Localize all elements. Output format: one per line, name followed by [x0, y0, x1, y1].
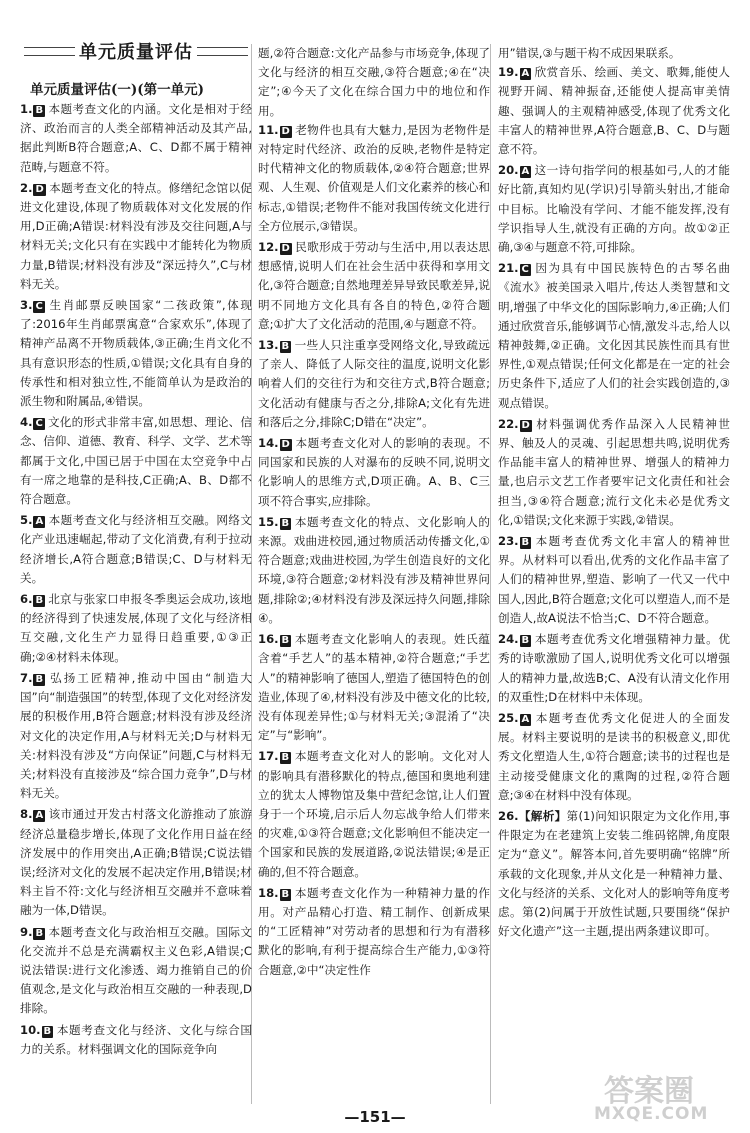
answer-letter: B [281, 888, 290, 900]
answer-item [498, 415, 730, 530]
answer-item [20, 296, 252, 411]
answer-item [20, 1021, 252, 1059]
answer-item [20, 100, 252, 177]
explanation-text: 本题考查文化与经济、文化与综合国力的关系。材料强调文化的国际竞争向 [20, 1022, 252, 1056]
explanation-text: 本题考查优秀文化促进人的全面发展。材料主要说明的是读书的积极意义,即优秀文化塑造人生,①符合题意;读书的过程也是主动接受健康文化的熏陶的过程,②符合题意;③④在材料中没有体现。 [498, 710, 730, 802]
watermark-logo: 答案圈 MXQE.COM [594, 1074, 709, 1124]
answer-letter: A [35, 810, 44, 822]
answer-item [258, 630, 490, 745]
answer-item [258, 336, 490, 432]
answer-letter: A [521, 68, 530, 80]
answer-letter: D [281, 243, 290, 255]
answer-letter: B [281, 752, 290, 764]
question-number: 9. [20, 924, 33, 939]
explanation-text: 本题考查文化与经济相互交融。网络文化产业迅速崛起,带动了文化消费,有利于拉动经济增长,A符合题意;B错误;C、D与材料无关。 [20, 513, 252, 585]
explanation-text: 本题考查文化对人的影响的表现。不同国家和民族的人对瀑布的反映不同,说明文化影响人的思维方式,D项正确。A、B、C三项不符合事实,应排除。 [258, 436, 490, 508]
explanation-text: 老物件也具有大魅力,是因为老物件是对特定时代经济、政治的反映,老物件是特定时代精神文化的物质载体,②④符合题意;世界观、人生观、价值观是人们文化素养的核心和标志,①错误;老物件不能对我国传统文化进行全方位展示,③错误。 [258, 122, 490, 233]
answer-letter: B [35, 673, 44, 685]
question-number: 4. [20, 415, 33, 430]
answer-item [20, 805, 252, 920]
answer-item [20, 669, 252, 803]
question-number: 24. [498, 632, 519, 647]
answer-item [498, 63, 730, 159]
explanation-text: 本题考查优秀文化增强精神力量。优秀的诗歌激励了国人,说明优秀文化可以增强人的精神力量,故选B;C、A没有认清文化作用的双重性;D在材料中未体现。 [498, 632, 730, 704]
question-number: 17. [258, 749, 279, 764]
question-number: 5. [20, 513, 33, 528]
banner-rule-right [197, 47, 248, 56]
explanation-text: 欣赏音乐、绘画、美文、歌舞,能使人视野开阔、精神振奋,还能使人提高审美情趣、强调人的主观精神感受,体现了优秀文化丰富人的精神世界,A符合题意,B、C、D与题意不符。 [498, 65, 730, 157]
banner-title: 单元质量评估 [79, 42, 193, 63]
answer-letter: B [521, 537, 530, 549]
answer-letter: B [281, 635, 290, 647]
answer-item [20, 590, 252, 667]
answer-letter: B [281, 341, 290, 353]
explanation-text: 本题考查文化影响人的表现。姓氏蕴含着“手艺人”的基本精神,②符合题意;“手艺人”的精神影响了德国人,塑造了德国特色的创造业,体现了④,材料没有涉及中德文化的比较,没有体现差异性;①与材料无关;③混淆了“决定”与“影响”。 [258, 632, 490, 743]
continued-text: 用”错误,③与题干构不成因果联系。 [498, 46, 681, 60]
answer-item [258, 884, 490, 980]
question-number: 22. [498, 416, 519, 431]
question-number: 6. [20, 592, 33, 607]
column-1 [20, 100, 252, 1061]
answer-letter: C [35, 301, 43, 313]
question-number: 8. [20, 807, 33, 822]
explanation-text: 本题考查文化与政治相互交融。国际文化交流并不总是充满霸权主义色彩,A错误;C说法错误:进行文化渗透、竭力推销自己的价值观念,是文化与政治相互交融的一种表现,D排除。 [20, 924, 252, 1016]
explanation-text: 本题考查优秀文化丰富人的精神世界。从材料可以看出,优秀的文化作品丰富了人们的精神世界,塑造、影响了一代又一代中国人,因此,B符合题意;文化可以塑造人,而不是创造人,故A说法不恰当;C、D不符合题意。 [498, 534, 730, 625]
explanation-text: 本题考查文化的内涵。文化是相对于经济、政治而言的人类全部精神活动及其产品,据此判断B符合题意;A、C、D都不属于精神范畴,与题意不符。 [20, 102, 252, 174]
question-number: 20. [498, 163, 519, 178]
answer-item [258, 238, 490, 334]
question-number: 7. [20, 670, 33, 685]
question-number: 13. [258, 338, 279, 353]
answer-item [20, 511, 252, 588]
column-3 [498, 44, 730, 943]
explanation-text: 民歌形成于劳动与生活中,用以表达思想感情,说明人们在社会生活中获得和享用文化,③符合题意;自然地理差异导致民歌差异,说明不同地方文化具有各自的特色,②符合题意;①扩大了文化活动的范围,④与题意不符。 [258, 240, 490, 331]
column-2-items [258, 121, 490, 980]
explanation-text: 因为具有中国民族特色的古琴名曲《流水》被美国录入唱片,传达人类智慧和文明,增强了中华文化的国际影响力,④正确;人们通过欣赏音乐,能够调节心情,激发斗志,给人以精神鼓舞,②正确。文化因其民族性而具有世界性,①观点错误;任何文化都是在一定的社会历史条件下,适应了人们的社会实践创造的,③观点错误。 [498, 261, 730, 410]
explanation-text: 这一诗句指学问的根基如弓,人的才能好比箭,真知灼见(学识)引导箭头射出,才能命中目标。比喻没有学问、才能不能发挥,没有学识指导人生,就没有正确的方向。故①②正确,③④与题意不符,可排除。 [498, 163, 730, 255]
explanation-text: 该市通过开发古村落文化游推动了旅游经济总量稳步增长,体现了文化作用日益在经济发展中的作用突出,A正确;B错误;C说法错误;经济对文化的发展不起决定作用,B错误;材料主旨不符:文化与经济相互交融并不意味着融为一体,D错误。 [20, 807, 252, 918]
question-number: 19. [498, 65, 519, 80]
explanation-text: 本题考查文化的特点。修缮纪念馆以促进文化建设,体现了物质载体对文化发展的作用,D正确;A错误:材料没有涉及交往问题,A与材料无关;文化只有在实践中才能转化为物质力量,B错误;材料没有涉及“深远持久”,C与材料无关。 [20, 180, 252, 291]
answer-letter: B [35, 595, 44, 607]
answer-item [20, 413, 252, 509]
explanation-text: 本题考查文化作为一种精神力量的作用。对产品精心打造、精工制作、创新成果的“工匠精神”对劳动者的思想和行为有潜移默化的影响,有利于提高综合生产能力,①③符合题意,②中“决定性作 [258, 885, 490, 977]
question-number: 21. [498, 261, 519, 276]
question-number: 16. [258, 632, 279, 647]
banner-rule-left [24, 47, 75, 56]
question-number: 10. [20, 1022, 41, 1037]
answer-letter: D [281, 125, 290, 137]
answer-item [498, 630, 730, 707]
answer-letter: D [35, 183, 44, 195]
continued-text: 题,②符合题意:文化产品参与市场竞争,体现了文化与经济的相互交融,③符合题意;④在“决定”;④今天了文化在综合国力中的地位和作用。 [258, 46, 490, 118]
question-number: 2. [20, 180, 33, 195]
column-2 [258, 44, 490, 982]
answer-item [258, 747, 490, 881]
explanation-text: 第(1)问知识限定为文化作用,事件限定为在老建筑上安装二维码铭牌,角度限定为“意义”。解答本问,首先要明确“铭牌”所承载的文化现象,并从文化是一种精神力量、文化与经济的关系、文化对人的影响等角度考虑。第(2)问属于开放性试题,只要围绕“保护好文化遗产”这一主题,提出两条建议即可。 [498, 808, 730, 939]
answer-letter: B [521, 635, 530, 647]
question-number: 1. [20, 102, 33, 116]
answer-letter: B [43, 1025, 52, 1037]
section-subtitle: 单元质量评估(一)(第一单元) [30, 82, 205, 98]
question-number: 26. [498, 808, 519, 823]
answer-letter: D [521, 419, 530, 431]
question-number: 14. [258, 436, 279, 451]
column-divider [490, 44, 491, 1104]
answer-item [498, 532, 730, 628]
answer-item [258, 513, 490, 628]
question-number: 12. [258, 240, 279, 255]
question-number: 25. [498, 710, 519, 725]
question-number: 18. [258, 885, 279, 900]
answer-item [498, 807, 730, 941]
question-number: 11. [258, 122, 279, 137]
answer-letter: B [35, 927, 44, 939]
answer-letter: A [521, 166, 530, 178]
answer-letter: B [281, 517, 290, 529]
explanation-text: 本题考查文化对人的影响。文化对人的影响具有潜移默化的特点,德国和奥地利建立的犹太人博物馆及集中营纪念馆,让人们置身于一个环境,启示后人勿忘战争给人们带来的灾难,①③符合题意;文化影响但不能决定一个国家和民族的发展道路,②说法错误;④是正确的,但不符合题意。 [258, 749, 490, 879]
explanation-text: 本题考查文化的特点、文化影响人的来源。戏曲进校园,通过物质活动传播文化,①符合题意;戏曲进校园,为学生创造良好的文化环境,③符合题意;②材料没有涉及精神世界问题,排除②;④材料没有涉及深远持久问题,排除④。 [258, 514, 490, 625]
answer-letter: C [35, 418, 43, 430]
explanation-text: 北京与张家口申报冬季奥运会成功,该地的经济得到了快速发展,体现了文化与经济相互交融,文化生产力显得日趋重要,①③正确;②④材料未体现。 [20, 592, 252, 664]
answer-item [258, 121, 490, 236]
explanation-text: 材料强调优秀作品深入人民精神世界、触及人的灵魂、引起思想共鸣,说明优秀作品能丰富人的精神世界、增强人的精神力量,也启示文艺工作者要牢记文化责任和社会担当,③④符合题意;流行文化未必是优秀文化,①错误;文化来源于实践,②错误。 [498, 416, 730, 527]
section-banner [20, 38, 252, 64]
column-3-items [498, 63, 730, 941]
answer-letter: 【解析】 [518, 808, 567, 823]
answer-item [20, 179, 252, 294]
answer-letter: C [521, 264, 529, 276]
explanation-text: 一些人只注重享受网络文化,导致疏远了亲人、降低了人际交往的温度,说明文化影响着人们的交往行为和交往方式,B符合题意;文化活动有健康与否之分,排除A;文化有先进和落后之分,排除C;D错在“决定”。 [258, 338, 490, 429]
answer-item [258, 434, 490, 511]
question-number: 15. [258, 514, 279, 529]
answer-letter: A [35, 516, 44, 528]
answer-letter: A [521, 713, 530, 725]
answer-item [498, 259, 730, 413]
question-number: 3. [20, 298, 33, 313]
explanation-text: 文化的形式非常丰富,如思想、理论、信念、信仰、道德、教育、科学、文学、艺术等都属于文化,中国已居于中国在太空竞争中占有一席之地靠的是科技,C正确;A、B、D都不符合题意。 [20, 415, 252, 507]
answer-item [498, 161, 730, 257]
answer-item [20, 923, 252, 1019]
explanation-text: 生肖邮票反映国家“二孩政策”,体现了:2016年生肖邮票寓意“合家欢乐”,体现了精神产品离不开物质载体,③正确;生肖文化不具有意识形态的性质,①错误;文化具有自身的传承性和相对独立性,不能简单认为是政治的派生物和附属品,④错误。 [20, 298, 252, 409]
question-number: 23. [498, 534, 519, 549]
answer-letter: B [35, 105, 44, 116]
page-number: —151— [344, 1108, 406, 1126]
answer-letter: D [281, 439, 290, 451]
explanation-text: 弘扬工匠精神,推动中国由“制造大国”向“制造强国”的转型,体现了文化对经济发展的积极作用,B符合题意;材料没有涉及经济对文化的决定作用,A与材料无关;D与材料无关:材料没有涉及“方向保证”问题,C与材料无关;材料没有直接涉及“综合国力竞争”,D与材料无关。 [20, 670, 252, 801]
answer-item [498, 709, 730, 805]
